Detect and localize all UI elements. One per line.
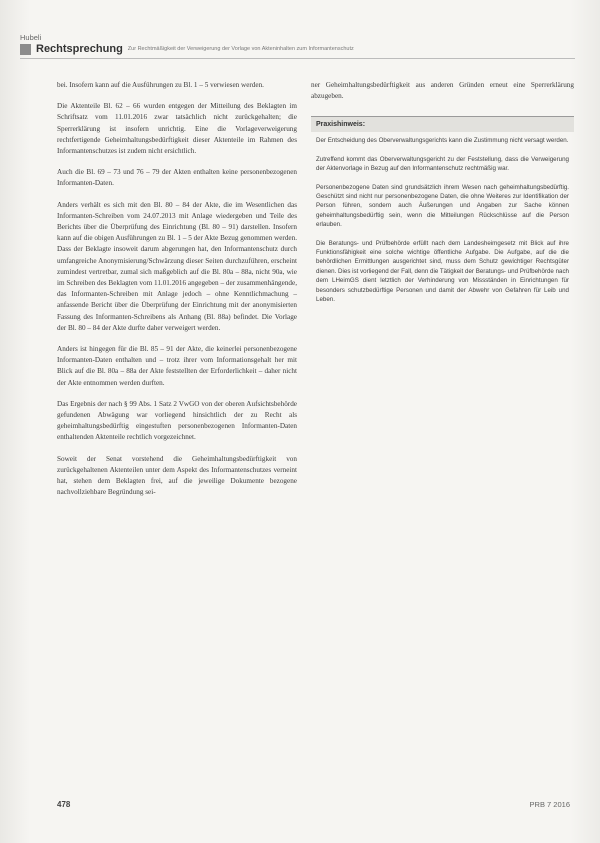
paragraph: Das Ergebnis der nach § 99 Abs. 1 Satz 2 VwGO von der oberen Aufsichtsbehörde gefundenen Abwägung war vorliegend hinsichtlich der zu Recht als geheimhaltungsbedürftig eingestuften personenbezogenen Informanten-Daten enthaltenden Aktenteile rechtlich vorgezeichnet.: [57, 399, 297, 442]
section-marker: [20, 44, 31, 55]
practice-note-paragraph: Zutreffend kommt das Oberverwaltungsgericht zu der Feststellung, dass die Verweigerung der Aktenvorlage in Bezug auf den Informantenschutz rechtmäßig war.: [316, 155, 569, 173]
practice-note-box: [311, 116, 574, 309]
paragraph: Die Aktenteile Bl. 62 – 66 wurden entgegen der Mitteilung des Beklagten im Schriftsatz vom 11.01.2016 zwar tatsächlich nicht zurückgehalten; die Sperrerklärung ist insofern unrichtig. Eine die Vorlageverweigerung rechtfertigende Geheimhaltungsbedürftigkeit dieser Aktenteile im Rahmen des Informantenschutzes ist zudem nicht ersichtlich.: [57, 102, 297, 156]
author-name: Hubeli: [20, 33, 42, 42]
header-divider: [20, 58, 575, 59]
paragraph: Soweit der Senat vorstehend die Geheimhaltungsbedürftigkeit von zurückgehaltenen Aktenteilen unter dem Aspekt des Informantenschutzes verneint hat, stehen dem Beklagten frei, auf die jeweilige Dokumente bezogene nachvollziehbare Begründung sei-: [57, 454, 297, 497]
paragraph: Anders ist hingegen für die Bl. 85 – 91 der Akte, die keinerlei personenbezogene Informanten-Daten enthalten und – trotz ihrer vom Informationsgehalt her mit Blick auf die Bl. 80a – 88a der Akte feststellten der Erforderlichkeit – daher nicht der Akte entnommen werden durften.: [57, 345, 297, 387]
practice-note-paragraph: Personenbezogene Daten sind grundsätzlich ihrem Wesen nach geheimhaltungsbedürftig. Geschützt sind nicht nur personenbezogene Daten, die ohne Weiteres zur Identifikation der Person führen, sondern auch Äußerungen und Angaben zur Sache können geheimhaltungsbedürftig sein, wenn die Mitteilungen Rückschlüsse auf die Person erlauben.: [316, 183, 569, 229]
paragraph: Anders verhält es sich mit den Bl. 80 – 84 der Akte, die im Wesentlichen das Informanten-Schreiben vom 24.07.2013 mit Anlage wiedergeben und Teile des Berichts über die Überprüfung des Einrichtung (Bl. 80 – 91) darstellen. Insofern kann auf die obigen Ausführungen zu Bl. 1 – 5 der Akte Bezug genommen werden. Dass der Beklagte insoweit darum abgerungen hat, den Informantenschutz durch umfangreiche Anonymisierung/Schwärzung dieser Seiten durchzuführen, erscheint zumindest vertretbar, zumal sich maßgeblich auf die Bl. 80a – 88a, nicht 90a, wie im Schreiben des Beklagten vom 11.01.2016 angegeben – der zusammenhängende, das Informanten-Schreiben mit Anlage jedoch – ohne Kenntlichmachung – anfassende Bericht über die Überprüfung der Einrichtung mit der anonymisierten Fassung des Informanten-Schreibens als Anhang (Bl. 88a) befindet. Die Vorlage der Bl. 80 – 84 der Akte durfte daher verweigert werden.: [57, 200, 297, 332]
page-number: 478: [57, 800, 71, 809]
section-subtitle: Zur Rechtmäßigkeit der Verweigerung der Vorlage von Akteninhalten zum Informantenschutz: [127, 46, 354, 52]
section-title: Rechtsprechung: [36, 43, 123, 55]
practice-note-paragraph: Der Entscheidung des Oberverwaltungsgerichts kann die Zustimmung nicht versagt werden.: [316, 137, 569, 145]
practice-note-paragraph: Die Beratungs- und Prüfbehörde erfüllt nach dem Landesheimgesetz mit Blick auf ihre Funktionsfähigkeit eine solche wichtige öffentliche Aufgabe. Die Aufgabe, auf die die behördlichen Ermittlungen ausgerichtet sind, muss dem Schutz gewichtiger Rechtsgüter dienen. Dies ist vorliegend der Fall, denn die Tätigkeit der Beratungs- und Prüfbehörde nach dem LHeimGS dient letztlich der Verhinderung von Missständen in Einrichtungen für besonders schutzbedürftige Personen und damit der Abwehr von Gefahren für Leib und Leben.: [316, 239, 569, 304]
right-column: [311, 80, 574, 310]
section-header: [20, 43, 354, 55]
left-column: [57, 80, 297, 509]
journal-issue: PRB 7 2016: [529, 800, 570, 809]
paragraph: Auch die Bl. 69 – 73 und 76 – 79 der Akten enthalten keine personenbezogenen Informanten-Daten.: [57, 168, 297, 188]
paragraph: ner Geheimhaltungsbedürftigkeit aus anderen Gründen erneut eine Sperrerklärung abzugeben.: [311, 81, 574, 101]
practice-note-title: Praxishinweis:: [311, 117, 574, 132]
paragraph: bei. Insofern kann auf die Ausführungen zu Bl. 1 – 5 verwiesen werden.: [57, 81, 264, 89]
